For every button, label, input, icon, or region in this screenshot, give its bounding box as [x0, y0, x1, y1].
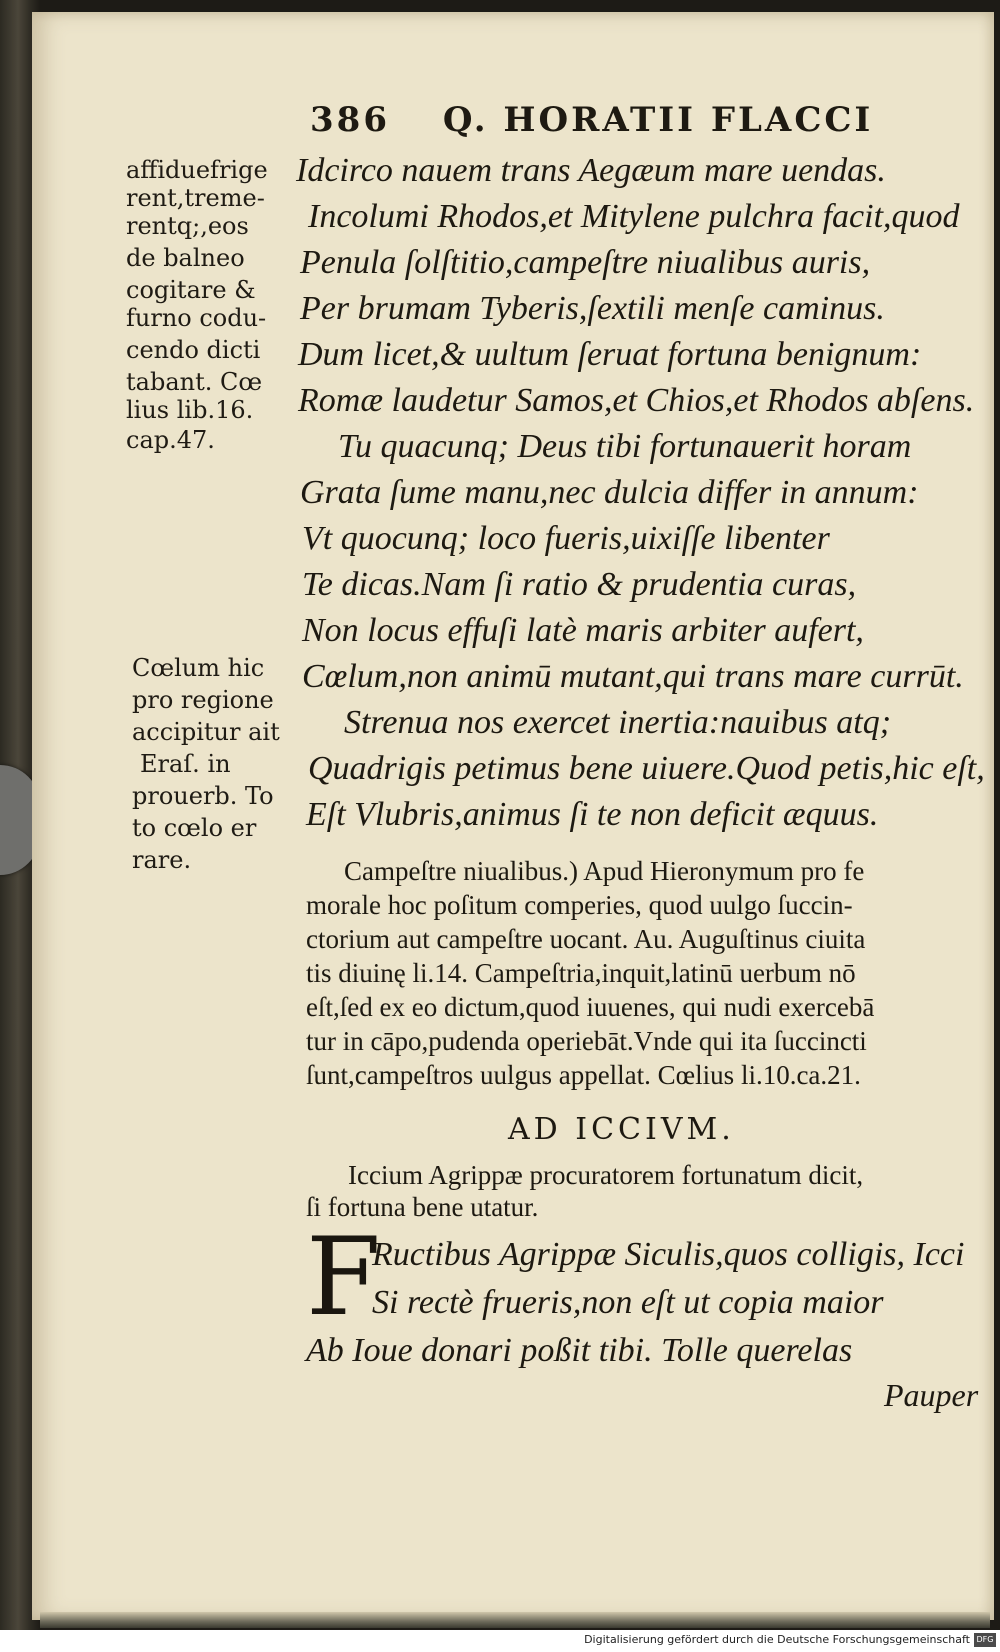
dfg-logo: DFG [974, 1633, 996, 1647]
verse-line: Non locus effuſi latè maris arbiter aufert, [302, 612, 864, 649]
verse-line: Penula ſolſtitio,campeſtre niualibus auris, [300, 244, 871, 281]
margin-line: Eraſ. in [140, 750, 231, 778]
margin-line: cendo dicti [126, 336, 261, 364]
commentary-line: eſt,ſed ex eo dictum,quod iuuenes, qui nudi exercebā [306, 992, 875, 1022]
margin-line: to cœlo er [132, 814, 257, 842]
margin-line: Cœlum hic [132, 654, 265, 682]
margin-line: tabant. Cœ [126, 368, 263, 396]
running-title: Q. HORATII FLACCI [442, 100, 874, 140]
verse-line: Quadrigis petimus bene uiuere.Quod petis,hic eſt, [308, 750, 985, 787]
margin-line: prouerb. To [132, 782, 274, 810]
ode-argument-line: Iccium Agrippæ procuratorem fortunatum dicit, [348, 1160, 864, 1190]
margin-line: rare. [132, 846, 192, 874]
margin-line: de balneo [126, 244, 245, 272]
margin-line: cogitare & [126, 276, 256, 304]
margin-line: rentq;,eos [126, 212, 249, 240]
margin-line: cap.47. [126, 426, 215, 454]
verse-line: Idcirco nauem trans Aegæum mare uendas. [296, 152, 886, 189]
commentary-line: ſunt,campeſtros uulgus appellat. Cœlius li.10.ca.21. [306, 1060, 861, 1090]
margin-line: furno codu- [126, 304, 267, 332]
verse-line: Tu quacunq; Deus tibi fortunauerit horam [338, 428, 912, 465]
verse-line: Romæ laudetur Samos,et Chios,et Rhodos abſens. [298, 382, 975, 419]
margin-line: rent,treme- [126, 184, 265, 212]
running-header [310, 100, 910, 140]
verse-line: Te dicas.Nam ſi ratio & prudentia curas, [302, 566, 857, 603]
drop-cap-initial: F [306, 1215, 381, 1340]
margin-line: lius lib.16. [126, 396, 254, 424]
ode-argument-line: ſi fortuna bene utatur. [306, 1192, 539, 1222]
commentary-line: tis diuinę li.14. Campeſtria,inquit,latinū uerbum nō [306, 958, 856, 988]
verse-line: Per brumam Tyberis,ſextili menſe caminus. [300, 290, 885, 327]
commentary-line: ctorium aut campeſtre uocant. Au. Auguſtinus ciuita [306, 924, 866, 954]
verse-line: Incolumi Rhodos,et Mitylene pulchra facit,quod [308, 198, 960, 235]
verse-line: Strenua nos exercet inertia:nauibus atq; [344, 704, 892, 741]
verse-line: Dum licet,& uultum ſeruat fortuna benignum: [298, 336, 922, 373]
commentary-line: morale hoc poſitum comperies, quod uulgo ſuccin- [306, 890, 853, 920]
commentary-line: Campeſtre niualibus.) Apud Hieronymum pro fe [344, 856, 865, 886]
ode-verse-line: Ructibus Agrippæ Siculis,quos colligis, Icci [372, 1236, 965, 1273]
ode-verse-line: Si rectè frueris,non eſt ut copia maior [372, 1284, 884, 1321]
commentary-line: tur in cāpo,pudenda operiebāt.Vnde qui ita ſuccincti [306, 1026, 867, 1056]
verse-line: Cœlum,non animū mutant,qui trans mare currūt. [302, 658, 964, 695]
verse-line: Vt quocunq; loco fueris,uixiſſe libenter [302, 520, 830, 557]
verse-line: Grata ſume manu,nec dulcia differ in annum: [300, 474, 919, 511]
margin-line: accipitur ait [132, 718, 280, 746]
page-bottom-edge [40, 1612, 990, 1628]
ode-verse-line: Ab Ioue donari poßit tibi. Tolle querelas [306, 1332, 853, 1369]
page-number: 386 [310, 100, 390, 140]
margin-line: affiduefrige [126, 156, 268, 184]
credit-bar [0, 1630, 1000, 1652]
margin-line: pro regione [132, 686, 274, 714]
catchword: Pauper [884, 1377, 979, 1413]
funding-credit: Digitalisierung gefördert durch die Deutsche Forschungsgemeinschaft [584, 1633, 970, 1646]
ode-title: AD ICCIVM. [508, 1112, 735, 1147]
verse-line: Eſt Vlubris,animus ſi te non deficit æquus. [306, 796, 879, 833]
